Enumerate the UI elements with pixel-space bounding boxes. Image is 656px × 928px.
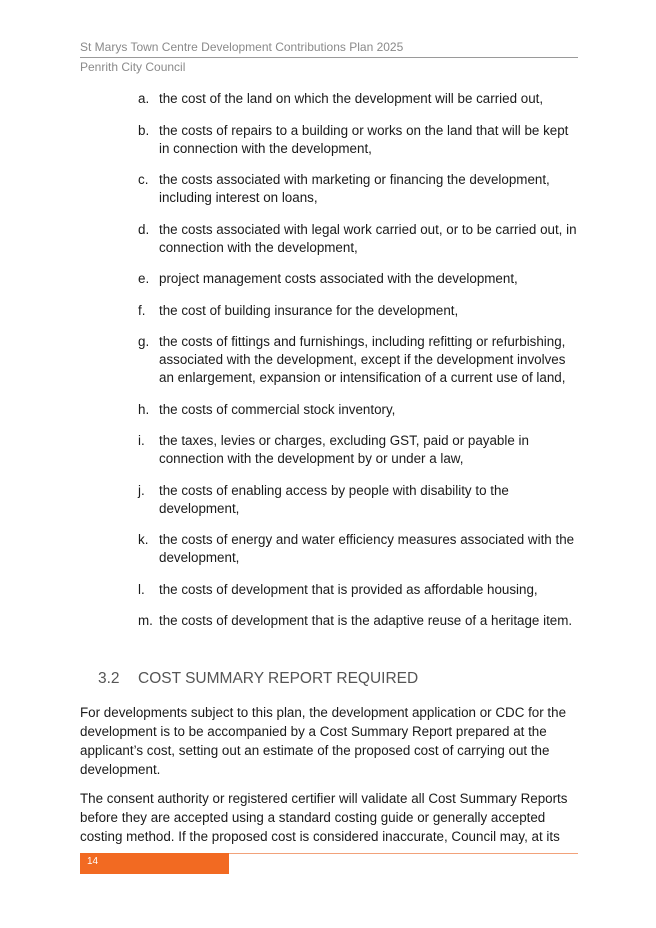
body-paragraph: The consent authority or registered certifier will validate all Cost Summary Reports before they are accepted using a standard costing guide or generally accepted costing method. If the proposed cost is considered inaccurate, Council may, at its <box>80 791 568 844</box>
list-item-text: the costs of development that is provided as affordable housing, <box>159 581 538 597</box>
list-item <box>138 612 580 630</box>
list-item <box>138 531 580 567</box>
list-item <box>138 221 580 257</box>
list-marker: j. <box>138 482 145 498</box>
list-item <box>138 302 580 320</box>
list-item-text: project management costs associated with the development, <box>159 271 518 286</box>
section-heading <box>98 669 418 689</box>
list-marker: c. <box>138 172 149 187</box>
list-marker: m. <box>138 613 153 628</box>
list-item <box>138 171 580 207</box>
list-item-text: the costs associated with marketing or financing the development, including interest on loans, <box>159 172 550 205</box>
list-marker: d. <box>138 221 150 237</box>
list-item <box>138 270 580 288</box>
list-item-text: the costs of fittings and furnishings, including refitting or refurbishing, associated with the development, except if the development involves an enlargement, expansion or intensification of a current use of land, <box>159 334 566 385</box>
list-item-text: the costs of enabling access by people with disability to the development, <box>159 482 509 516</box>
cost-exclusions-list <box>138 90 580 644</box>
list-item-text: the taxes, levies or charges, excluding GST, paid or payable in connection with the development by or under a law, <box>159 433 529 466</box>
list-item <box>138 401 580 419</box>
list-marker: k. <box>138 532 149 547</box>
list-item <box>138 122 580 158</box>
list-item <box>138 333 580 387</box>
list-item-text: the costs of energy and water efficiency measures associated with the development, <box>159 532 575 565</box>
list-item-text: the cost of the land on which the development will be carried out, <box>159 91 544 106</box>
list-item <box>138 432 580 468</box>
section-title: COST SUMMARY REPORT REQUIRED <box>138 670 419 687</box>
list-item-text: the cost of building insurance for the development, <box>159 302 459 318</box>
body-paragraph: For developments subject to this plan, the development application or CDC for the development is to be accompanied by a Cost Summary Report prepared at the applicant’s cost, setting out an estimate of the proposed cost of carrying out the development. <box>80 705 567 777</box>
list-marker: i. <box>138 433 145 448</box>
list-marker: a. <box>138 91 150 106</box>
page-number: 14 <box>87 856 99 867</box>
list-marker: l. <box>138 581 145 597</box>
list-item <box>138 581 580 599</box>
list-item-text: the costs of development that is the adaptive reuse of a heritage item. <box>159 613 573 628</box>
list-marker: g. <box>138 334 150 349</box>
section-number: 3.2 <box>98 670 120 687</box>
list-item-text: the costs of repairs to a building or works on the land that will be kept in connection with the development, <box>159 122 569 156</box>
list-item-text: the costs associated with legal work carried out, or to be carried out, in connection with the development, <box>159 221 577 255</box>
list-item-text: the costs of commercial stock inventory, <box>159 401 396 417</box>
list-item <box>138 482 580 518</box>
list-marker: e. <box>138 271 150 286</box>
page-number-badge <box>80 853 229 874</box>
list-marker: h. <box>138 401 150 417</box>
organisation-name: Penrith City Council <box>80 60 186 74</box>
list-marker: f. <box>138 302 146 318</box>
document-title: St Marys Town Centre Development Contributions Plan 2025 <box>80 40 578 58</box>
page-header <box>80 40 578 75</box>
list-marker: b. <box>138 122 150 138</box>
list-item <box>138 90 580 108</box>
